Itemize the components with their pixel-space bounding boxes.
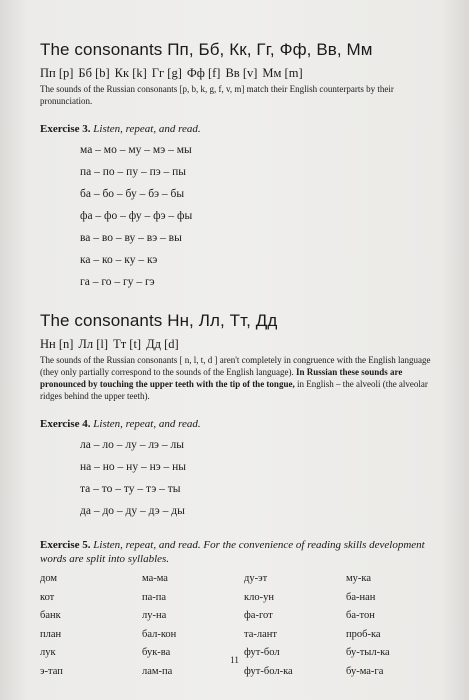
syllable-line: па – по – пу – пэ – пы (80, 166, 187, 178)
word-item: лу-на (142, 610, 167, 621)
word-item: лам-па (142, 665, 173, 677)
letter-list-1 (40, 66, 442, 81)
word-item: банк (40, 610, 61, 621)
exercise-label: Exercise 3. (40, 123, 91, 135)
word-item: э-тап (40, 665, 63, 677)
exercise-label: Exercise 4. (40, 418, 91, 430)
exercise-5-title (40, 538, 442, 566)
letter-list-2 (40, 337, 442, 352)
word-item: план (40, 628, 62, 640)
word-item: кот (40, 591, 55, 603)
letter-item: Фф [f] (186, 66, 221, 80)
syllable-line: та – то – ту – тэ – ты (80, 483, 181, 495)
syllable-line: ба – бо – бу – бэ – бы (80, 188, 185, 200)
word-item: проб-ка (346, 628, 381, 640)
word-item: фут-бол (244, 647, 280, 658)
letter-item: Мм [m] (262, 66, 303, 80)
desc-text-end: in English – the alveoli (the alveolar ridges behind the upper teeth). (40, 379, 428, 401)
exercise-3-lines (80, 139, 442, 293)
exercise-instruction: Listen, repeat, and read. For the convenience of reading skills development words are split into syllables. (40, 539, 425, 565)
syllable-line: ла – ло – лу – лэ – лы (80, 439, 184, 451)
word-item: дом (40, 573, 58, 584)
desc-bold-text: In Russian these sounds are pronounced by touching the upper teeth with the tip of the tongue, (40, 367, 403, 389)
syllable-line: на – но – ну – нэ – ны (80, 461, 187, 473)
exercise-4-title (40, 418, 442, 430)
exercise-3-title (40, 123, 442, 135)
page-number: 11 (230, 655, 239, 665)
letter-item: Лл [l] (78, 337, 109, 351)
exercise-instruction: Listen, repeat, and read. (93, 123, 201, 135)
syllable-line: фа – фо – фу – фэ – фы (80, 210, 193, 222)
syllable-line: ма – мо – му – мэ – мы (80, 144, 192, 156)
letter-item: Бб [b] (78, 66, 110, 80)
word-item: ду-эт (244, 573, 268, 584)
word-item: бал-кон (142, 628, 177, 640)
word-item: бу-ма-га (346, 665, 384, 677)
syllable-line: ка – ко – ку – кэ (80, 254, 158, 266)
word-item: ба-тон (346, 610, 375, 621)
letter-item: Тт [t] (113, 337, 142, 351)
section-description-1: The sounds of the Russian consonants [p, b, k, g, f, v, m] match their English counterparts by their pronunciation. (40, 84, 394, 106)
word-item: бу-тыл-ка (346, 647, 390, 658)
syllable-line: ва – во – ву – вэ – вы (80, 232, 182, 244)
desc-text: The sounds of the Russian consonants [ n, l, t, d ] aren't completely in congruence with the English language (they only partially correspond to the sounds of the English language). (40, 355, 431, 377)
word-item: лук (40, 647, 56, 658)
word-item: фут-бол-ка (244, 665, 293, 677)
word-item: му-ка (346, 573, 371, 584)
letter-item: Кк [k] (114, 66, 147, 80)
word-item: та-лант (244, 628, 277, 640)
syllable-line: да – до – ду – дэ – ды (80, 505, 185, 517)
word-item: ба-нан (346, 591, 376, 603)
word-item: фа-гот (244, 610, 273, 621)
word-item: па-па (142, 591, 167, 603)
letter-item: Вв [v] (225, 66, 258, 80)
word-item: кло-ун (244, 591, 274, 603)
syllable-line: га – го – гу – гэ (80, 276, 155, 288)
letter-item: Нн [n] (40, 337, 74, 351)
letter-item: Пп [p] (40, 66, 74, 80)
letter-item: Гг [g] (151, 66, 182, 80)
exercise-instruction: Listen, repeat, and read. (93, 418, 201, 430)
word-item: ма-ма (142, 573, 168, 584)
exercise-label: Exercise 5. (40, 539, 91, 551)
exercise-4-lines (80, 434, 442, 522)
section-title-1: The consonants Пп, Бб, Кк, Гг, Фф, Вв, Мм (40, 40, 373, 59)
word-item: бук-ва (142, 647, 171, 658)
letter-item: Дд [d] (146, 337, 179, 351)
section-title-2: The consonants Нн, Лл, Тт, Дд (40, 311, 278, 330)
section-description-2 (40, 354, 442, 402)
page-content (40, 40, 442, 681)
